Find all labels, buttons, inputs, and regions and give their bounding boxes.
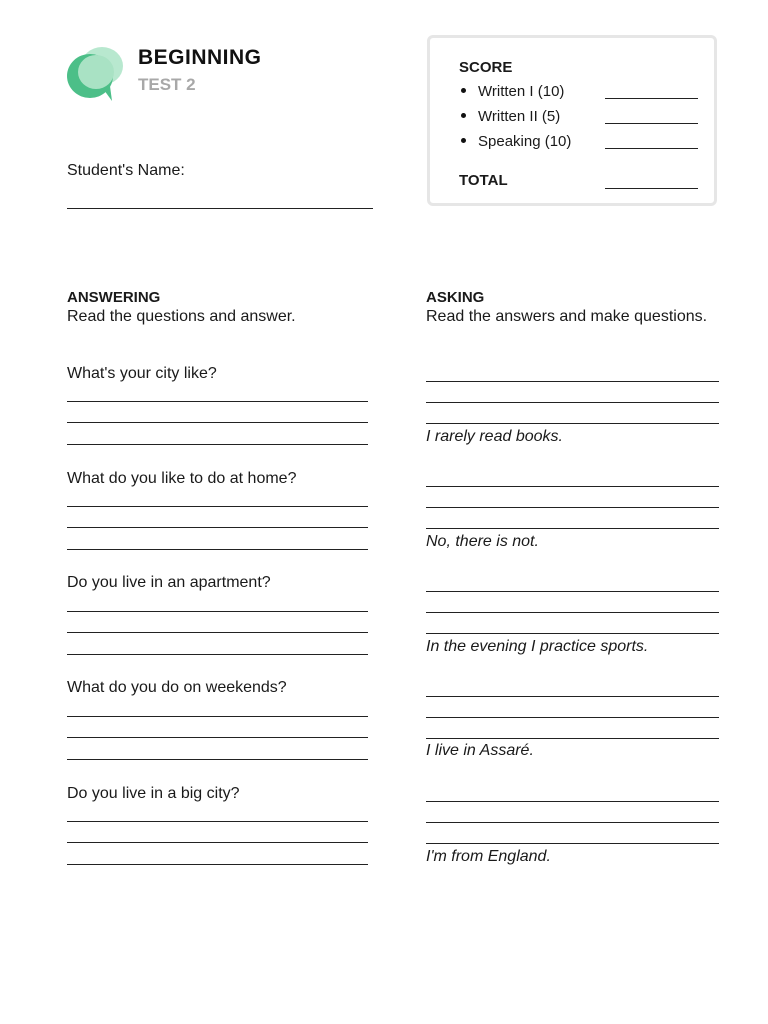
bullet-icon (461, 88, 466, 93)
answer-line[interactable] (67, 759, 368, 760)
question-line[interactable] (426, 612, 719, 613)
answer-line[interactable] (67, 654, 368, 655)
answering-heading: ANSWERING (67, 289, 161, 306)
speech-bubbles-icon (66, 46, 124, 102)
question-line[interactable] (426, 717, 719, 718)
bullet-icon (461, 138, 466, 143)
answer-line[interactable] (67, 611, 368, 612)
total-label: TOTAL (459, 172, 508, 189)
score-blank[interactable] (605, 148, 698, 149)
question-line[interactable] (426, 507, 719, 508)
question-text: Do you live in a big city? (67, 785, 240, 802)
score-blank[interactable] (605, 98, 698, 99)
score-title: SCORE (459, 59, 513, 76)
question-line[interactable] (426, 822, 719, 823)
answer-line[interactable] (67, 527, 368, 528)
question-line[interactable] (426, 843, 719, 844)
score-box (427, 35, 717, 206)
answer-line[interactable] (67, 737, 368, 738)
answer-line[interactable] (67, 842, 368, 843)
question-line[interactable] (426, 528, 719, 529)
answer-line[interactable] (67, 821, 368, 822)
score-item-label: Written I (10) (478, 83, 565, 100)
question-line[interactable] (426, 696, 719, 697)
answer-line[interactable] (67, 422, 368, 423)
student-name-label: Student's Name: (67, 162, 185, 179)
page-subtitle: TEST 2 (138, 75, 196, 94)
question-line[interactable] (426, 486, 719, 487)
total-blank[interactable] (605, 188, 698, 189)
score-item-label: Speaking (10) (478, 133, 572, 150)
question-line[interactable] (426, 591, 719, 592)
score-item-label: Written II (5) (478, 108, 561, 125)
given-answer: In the evening I practice sports. (426, 638, 649, 655)
page-title: BEGINNING (138, 46, 262, 69)
question-text: What's your city like? (67, 365, 217, 382)
answer-line[interactable] (67, 716, 368, 717)
question-text: What do you do on weekends? (67, 679, 287, 696)
question-line[interactable] (426, 738, 719, 739)
student-name-field[interactable] (67, 208, 373, 209)
answer-line[interactable] (67, 506, 368, 507)
question-line[interactable] (426, 801, 719, 802)
answer-line[interactable] (67, 401, 368, 402)
question-text: What do you like to do at home? (67, 470, 297, 487)
answer-line[interactable] (67, 444, 368, 445)
question-line[interactable] (426, 633, 719, 634)
asking-heading: ASKING (426, 289, 485, 306)
score-blank[interactable] (605, 123, 698, 124)
question-line[interactable] (426, 423, 719, 424)
answer-line[interactable] (67, 864, 368, 865)
answer-line[interactable] (67, 632, 368, 633)
given-answer: No, there is not. (426, 533, 539, 550)
asking-instruction: Read the answers and make questions. (426, 308, 708, 325)
answering-instruction: Read the questions and answer. (67, 308, 296, 325)
given-answer: I rarely read books. (426, 428, 563, 445)
question-text: Do you live in an apartment? (67, 574, 271, 591)
given-answer: I live in Assaré. (426, 742, 534, 759)
bullet-icon (461, 113, 466, 118)
answer-line[interactable] (67, 549, 368, 550)
question-line[interactable] (426, 381, 719, 382)
question-line[interactable] (426, 402, 719, 403)
given-answer: I'm from England. (426, 848, 551, 865)
